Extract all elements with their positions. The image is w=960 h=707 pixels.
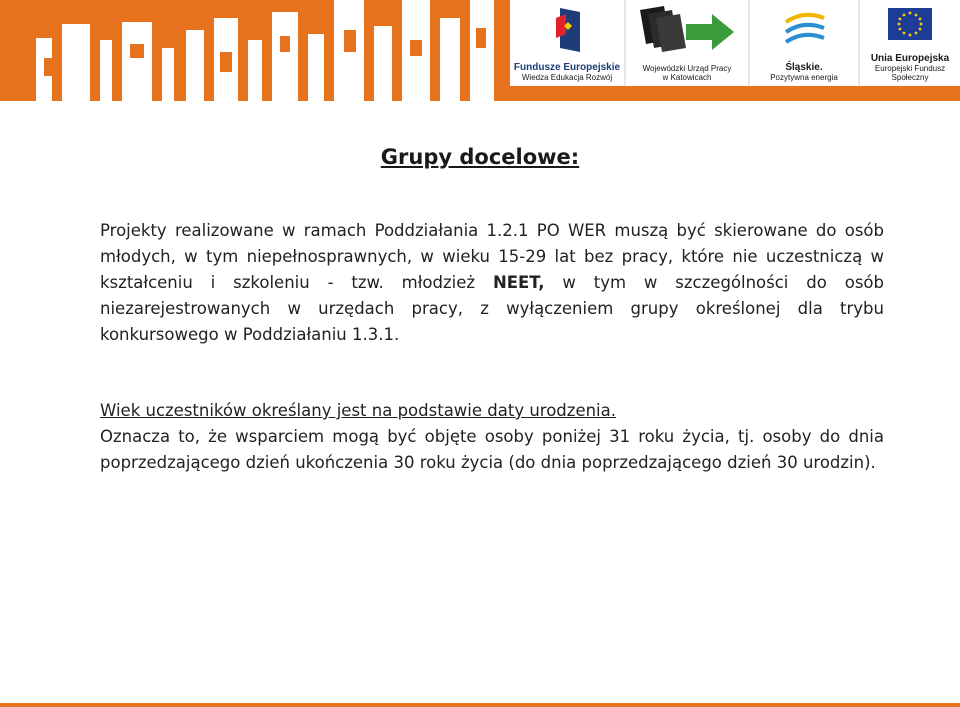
logo-line-2: Europejski Fundusz Społeczny <box>874 64 946 82</box>
logo-line-1: Wojewódzki Urząd Pracy <box>642 64 732 73</box>
paragraph-age-rule <box>100 398 884 476</box>
banner-decoration <box>0 0 520 101</box>
fundusze-europejskie-logo-icon <box>556 8 580 54</box>
logo-wup-katowice <box>624 0 748 86</box>
paragraph-text-after: w tym w szczególności do osób niezarejestrowanych w urzędach pracy, z wyłączeniem grupy określonej dla trybu konkursowego w Poddziałaniu 1.3.1. <box>100 273 884 344</box>
paragraph-target-groups <box>100 218 884 348</box>
age-rule-text: Oznacza to, że wsparciem mogą być objęte osoby poniżej 31 roku życia, tj. osoby do dnia poprzedzającego dzień ukończenia 30 roku życia (do dnia poprzedzającego dzień 30 urodzin). <box>100 427 884 472</box>
age-rule-heading: Wiek uczestników określany jest na podstawie daty urodzenia. <box>100 401 616 420</box>
logo-line-1: Fundusze Europejskie <box>513 62 621 73</box>
header-banner <box>0 0 960 101</box>
logo-line-2: Pozytywna energia <box>770 73 838 82</box>
logo-line-2: Wiedza Edukacja Rozwój <box>521 73 613 82</box>
page-title: Grupy docelowe: <box>380 145 580 169</box>
slaskie-logo-icon <box>782 10 828 50</box>
logo-slaskie <box>748 0 858 86</box>
paragraph-text-before: Projekty realizowane w ramach Poddziałania 1.2.1 PO WER muszą być skierowane do osób młodych, w tym niepełnosprawnych, w wieku 15-29 lat bez pracy, które nie uczestniczą w kształceniu i szkoleniu - tzw. młodzież <box>100 221 884 292</box>
wup-katowice-logo-icon <box>634 6 742 58</box>
logo-unia-europejska <box>858 0 960 86</box>
footer-divider <box>0 703 960 707</box>
logo-fundusze-europejskie <box>510 0 624 86</box>
logo-strip <box>510 0 960 86</box>
logo-line-2: w Katowicach <box>662 73 712 82</box>
logo-line-1: Unia Europejska <box>870 53 950 64</box>
neet-term: NEET, <box>492 273 545 292</box>
logo-line-1: Śląskie. <box>785 62 823 73</box>
eu-flag-logo-icon <box>888 8 932 40</box>
